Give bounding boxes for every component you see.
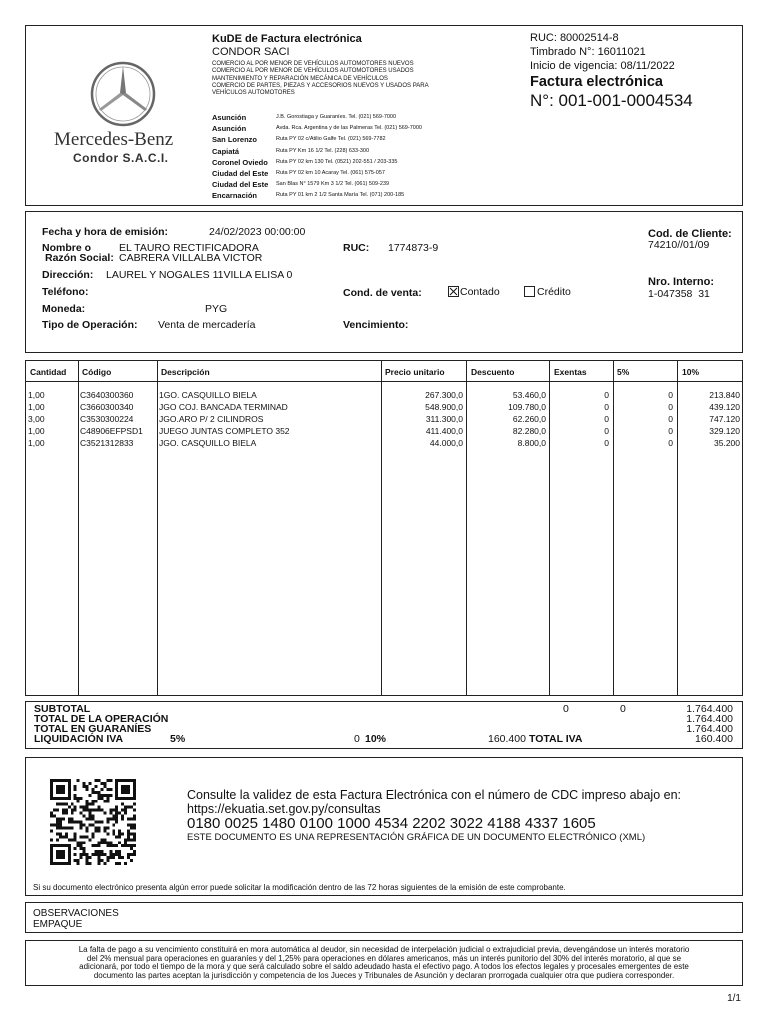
branch-city: Ciudad del Este bbox=[212, 169, 269, 178]
cell-exentas: 0 bbox=[604, 414, 609, 424]
vigencia-text: Inicio de vigencia: 08/11/2022 bbox=[530, 60, 675, 72]
cond-venta-label: Cond. de venta: bbox=[343, 287, 422, 299]
branch-address: San Blas N° 1579 Km 3 1/2 Tel. (061) 509-239 bbox=[276, 181, 390, 187]
cell-cantidad: 1,00 bbox=[28, 438, 45, 448]
iva10-value: 160.400 bbox=[488, 733, 526, 745]
tipo-operacion-value: Venta de mercadería bbox=[158, 319, 256, 331]
doc-type: Factura electrónica bbox=[530, 74, 663, 90]
header-cantidad: Cantidad bbox=[30, 367, 67, 377]
telefono-label: Teléfono: bbox=[42, 286, 89, 298]
header-10pct: 10% bbox=[682, 367, 700, 377]
cod-cliente-label: Cod. de Cliente: bbox=[648, 228, 732, 240]
activity-line: MANTENIMIENTO Y REPARACIÓN MECÁNICA DE VEHÍCULOS bbox=[212, 75, 388, 82]
observaciones-value: EMPAQUE bbox=[33, 919, 83, 930]
cell-10pct: 439.120 bbox=[709, 402, 740, 412]
cdc-graphic-note: ESTE DOCUMENTO ES UNA REPRESENTACIÓN GRÁFICA DE UN DOCUMENTO ELECTRÓNICO (XML) bbox=[187, 832, 646, 843]
cell-exentas: 0 bbox=[604, 438, 609, 448]
kude-title: KuDE de Factura electrónica bbox=[212, 33, 362, 45]
nro-interno-label: Nro. Interno: bbox=[648, 276, 714, 288]
cdc-consult-text: Consulte la validez de esta Factura Electrónica con el número de CDC impreso abajo en: bbox=[187, 788, 682, 802]
cell-descuento: 109.780,0 bbox=[508, 402, 546, 412]
cell-codigo: C48906EFPSD1 bbox=[80, 426, 143, 436]
table-row bbox=[26, 401, 742, 413]
page-number: 1/1 bbox=[727, 993, 741, 1004]
cell-10pct: 35.200 bbox=[714, 438, 740, 448]
qr-code-icon[interactable] bbox=[50, 779, 136, 865]
iva5-value: 0 bbox=[354, 733, 360, 745]
observaciones-label: OBSERVACIONES bbox=[33, 908, 119, 919]
liquidacion-iva-label: LIQUIDACIÓN IVA bbox=[34, 733, 124, 745]
cell-descuento: 8.800,0 bbox=[517, 438, 546, 448]
table-row bbox=[26, 437, 742, 449]
activity-line: COMERCIO AL POR MENOR DE VEHÍCULOS AUTOMOTORES USADOS bbox=[212, 68, 414, 75]
cell-descripcion: JGO.ARO P/ 2 CILINDROS bbox=[159, 414, 264, 424]
fecha-label: Fecha y hora de emisión: bbox=[42, 226, 169, 238]
total-guaranies-label: TOTAL EN GUARANÍES bbox=[34, 723, 152, 735]
moneda-label: Moneda: bbox=[42, 303, 86, 315]
vencimiento-label: Vencimiento: bbox=[343, 319, 409, 331]
cell-codigo: C3521312833 bbox=[80, 438, 134, 448]
razon-value: CABRERA VILLALBA VICTOR bbox=[119, 252, 263, 264]
branch-city: Capiatá bbox=[212, 147, 240, 156]
cell-5pct: 0 bbox=[668, 414, 673, 424]
subtotal-exentas: 0 bbox=[563, 703, 569, 715]
cell-exentas: 0 bbox=[604, 426, 609, 436]
legal-line: adicionará, por todo el tiempo de la mora y que será calculado sobre el saldo adeudado hasta el efectivo pago. A todos los efectos legales y procesales emergentes de este bbox=[79, 962, 689, 971]
subtotal-10pct: 1.764.400 bbox=[686, 703, 733, 715]
table-row bbox=[26, 425, 742, 437]
subtotal-label: SUBTOTAL bbox=[34, 703, 91, 715]
cell-precio: 548.900,0 bbox=[425, 402, 463, 412]
branch-address: Ruta PY 02 km 10 Acaray Tel. (061) 575-057 bbox=[276, 170, 385, 176]
direccion-label: Dirección: bbox=[42, 269, 94, 281]
cell-precio: 267.300,0 bbox=[425, 390, 463, 400]
mercedes-star-logo bbox=[89, 60, 157, 128]
ruc-value: 1774873-9 bbox=[388, 242, 439, 254]
total-operacion-value: 1.764.400 bbox=[686, 713, 733, 725]
header-descripcion: Descripción bbox=[161, 367, 210, 377]
header-5pct: 5% bbox=[617, 367, 630, 377]
total-operacion-label: TOTAL DE LA OPERACIÓN bbox=[34, 713, 169, 725]
cell-10pct: 747.120 bbox=[709, 414, 740, 424]
company-name: CONDOR SACI bbox=[212, 46, 290, 58]
ruc-label: RUC: bbox=[343, 242, 370, 254]
cell-5pct: 0 bbox=[668, 402, 673, 412]
iva5-label: 5% bbox=[170, 733, 186, 745]
cell-10pct: 329.120 bbox=[709, 426, 740, 436]
cell-cantidad: 1,00 bbox=[28, 402, 45, 412]
contado-label: Contado bbox=[460, 286, 500, 298]
contado-checkbox bbox=[448, 286, 459, 297]
cdc-url[interactable]: https://ekuatia.set.gov.py/consultas bbox=[187, 802, 381, 816]
legal-line: documento las partes aceptan la jurisdicción y competencia de los Jueces y Tribunales de Asunción y declaran prorrogada cualquier otra que pudiera corresponder. bbox=[93, 970, 675, 980]
total-iva-value: 160.400 bbox=[695, 733, 733, 745]
cell-descuento: 82.280,0 bbox=[512, 426, 546, 436]
fecha-value: 24/02/2023 00:00:00 bbox=[209, 226, 306, 238]
cell-10pct: 213.840 bbox=[709, 390, 740, 400]
cell-5pct: 0 bbox=[668, 426, 673, 436]
moneda-value: PYG bbox=[205, 303, 228, 315]
cod-cliente-value: 74210//01/09 bbox=[648, 239, 710, 251]
branch-address: Ruta PY 01 km 2 1/2 Santa María Tel. (071) 200-185 bbox=[276, 192, 405, 198]
table-row bbox=[26, 389, 742, 401]
branch-address: Ruta PY 02 km 130 Tel. (0521) 202-551 / 203-335 bbox=[276, 159, 398, 165]
table-row bbox=[26, 413, 742, 425]
activities-list bbox=[212, 61, 429, 97]
checked-x-icon bbox=[449, 287, 458, 296]
cell-codigo: C3660300340 bbox=[80, 402, 134, 412]
branch-address: J.B. Gorostiaga y Guaraníes. Tel. (021) 569-7000 bbox=[276, 114, 397, 120]
legal-line: La falta de pago a su vencimiento constituirá en mora automática al deudor, sin necesidad de interpelación judicial o extrajudicial previa, devengándose un interés moratorio bbox=[78, 945, 690, 954]
branch-address: Avda. Rca. Argentina y de las Palmeras Tel. (021) 569-7000 bbox=[276, 125, 422, 131]
branch-city: Ciudad del Este bbox=[212, 180, 269, 189]
razon-label: Razón Social: bbox=[45, 252, 114, 264]
branch-city: Asunción bbox=[212, 113, 247, 122]
cell-descuento: 53.460,0 bbox=[512, 390, 546, 400]
brand-name: Mercedes-Benz bbox=[54, 129, 174, 150]
branch-city: San Lorenzo bbox=[212, 135, 258, 144]
ruc-text: RUC: 80002514-8 bbox=[530, 32, 619, 44]
header-descuento: Descuento bbox=[471, 367, 515, 377]
branch-city: Asunción bbox=[212, 124, 247, 133]
cell-descripcion: JGO COJ. BANCADA TERMINAD bbox=[159, 402, 288, 412]
cdc-number: 0180 0025 1480 0100 1000 4534 2202 3022 4188 4337 1605 bbox=[187, 815, 596, 832]
activity-line: COMERCIO AL POR MENOR DE VEHÍCULOS AUTOMOTORES NUEVOS bbox=[212, 61, 414, 67]
cdc-error-note: Si su documento electrónico presenta algún error puede solicitar la modificación dentro de las 72 horas siguientes de la emisión de este comprobante. bbox=[33, 883, 566, 892]
observaciones-box bbox=[25, 902, 743, 933]
cell-descripcion: JGO. CASQUILLO BIELA bbox=[159, 438, 257, 448]
total-iva-label: TOTAL IVA bbox=[529, 733, 583, 745]
nombre-value: EL TAURO RECTIFICADORA bbox=[119, 242, 259, 254]
credito-label: Crédito bbox=[537, 286, 571, 298]
items-table bbox=[25, 360, 743, 696]
tipo-operacion-label: Tipo de Operación: bbox=[42, 319, 138, 331]
cell-exentas: 0 bbox=[604, 390, 609, 400]
cell-descripcion: JUEGO JUNTAS COMPLETO 352 bbox=[159, 426, 290, 436]
header-codigo: Código bbox=[82, 367, 112, 377]
cell-descuento: 62.260,0 bbox=[512, 414, 546, 424]
legal-text bbox=[33, 946, 735, 980]
timbrado-text: Timbrado N°: 16011021 bbox=[530, 46, 646, 58]
cell-cantidad: 3,00 bbox=[28, 414, 45, 424]
cell-descripcion: 1GO. CASQUILLO BIELA bbox=[159, 390, 257, 400]
total-guaranies-value: 1.764.400 bbox=[686, 723, 733, 735]
direccion-value: LAUREL Y NOGALES 11VILLA ELISA 0 bbox=[106, 269, 293, 281]
nombre-label: Nombre o bbox=[42, 242, 92, 254]
cell-precio: 44.000,0 bbox=[429, 438, 463, 448]
branch-city: Coronel Oviedo bbox=[212, 158, 268, 167]
cell-codigo: C3640300360 bbox=[80, 390, 134, 400]
iva10-label: 10% bbox=[365, 733, 387, 745]
cell-codigo: C3530300224 bbox=[80, 414, 134, 424]
cell-cantidad: 1,00 bbox=[28, 390, 45, 400]
cell-exentas: 0 bbox=[604, 402, 609, 412]
header-divider bbox=[26, 381, 742, 382]
cell-precio: 411.400,0 bbox=[425, 426, 463, 436]
cell-5pct: 0 bbox=[668, 438, 673, 448]
doc-number: N°: 001-001-0004534 bbox=[530, 91, 693, 110]
activity-line: VEHÍCULOS AUTOMOTORES bbox=[212, 90, 295, 97]
dealer-name: Condor S.A.C.I. bbox=[73, 151, 169, 165]
cell-cantidad: 1,00 bbox=[28, 426, 45, 436]
credito-checkbox bbox=[524, 286, 535, 297]
branch-address: Ruta PY 02 c/Atilio Galfe Tel. (021) 569-7782 bbox=[276, 136, 386, 142]
header-exentas: Exentas bbox=[554, 367, 587, 377]
cell-precio: 311.300,0 bbox=[425, 414, 463, 424]
subtotal-5pct: 0 bbox=[620, 703, 626, 715]
nro-interno-value: 1-047358 31 bbox=[648, 288, 710, 300]
legal-line: del 2% mensual para operaciones en guaraníes y del 1,25% para operaciones en dólares americanos, más un interés punitorio del 30% del interés moratorio, al que se bbox=[86, 953, 682, 963]
cell-5pct: 0 bbox=[668, 390, 673, 400]
branch-city: Encarnación bbox=[212, 191, 258, 200]
header-precio: Precio unitario bbox=[385, 367, 445, 377]
branch-address: Ruta PY Km 16 1/2 Tel. (228) 633-300 bbox=[276, 148, 370, 154]
activity-line: COMERCIO DE PARTES, PIEZAS Y ACCESORIOS NUEVOS Y USADOS PARA bbox=[212, 82, 429, 89]
